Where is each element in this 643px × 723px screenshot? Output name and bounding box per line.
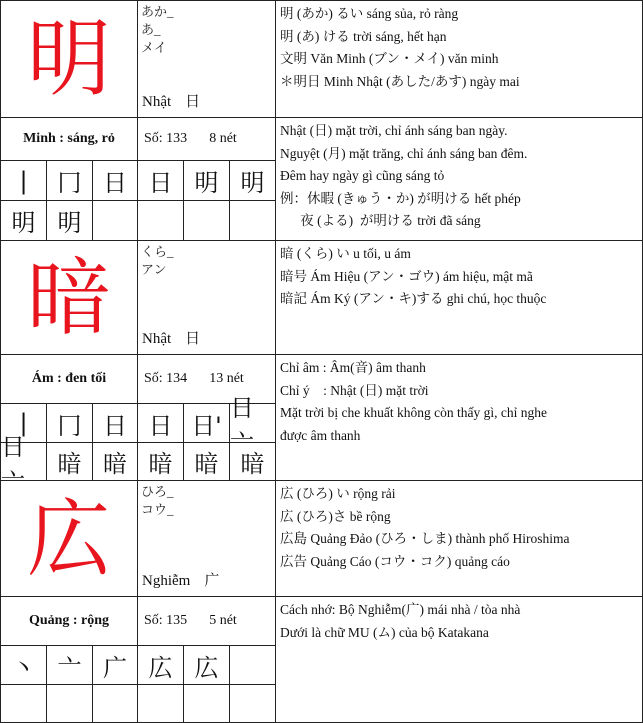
stroke-step: 日亠 [229, 403, 276, 443]
reading: メイ [141, 40, 167, 55]
stroke-step: 暗 [183, 442, 230, 481]
stroke-count: 5 nét [209, 613, 237, 628]
example-line: 暗 (くら) い u tối, u ám [280, 246, 411, 261]
stroke-step: 广 [92, 645, 138, 685]
stroke-step: 暗 [229, 442, 276, 481]
notes-box [275, 117, 643, 241]
example-line: 広 (ひろ)さ bề rộng [280, 508, 391, 524]
stroke-step [92, 684, 138, 723]
reading: アン [141, 262, 167, 277]
note-line: được âm thanh [280, 427, 361, 443]
reading: くら_ [141, 244, 174, 259]
note-line: 例：休暇 (きゅう・か) が明ける hết phép [280, 190, 521, 206]
big-kanji: 明 [0, 0, 138, 118]
stroke-step: | [0, 403, 47, 443]
note-line: 夜 (よる) が明ける trời đã sáng [280, 213, 481, 228]
radical-char: 日 [185, 94, 201, 110]
kanji-name: Ám : đen tối [0, 354, 138, 404]
stroke-count: 13 nét [209, 371, 244, 386]
stroke-step: 冂 [46, 160, 93, 201]
stroke-step: 日亠 [0, 442, 47, 481]
note-line: Dưới là chữ MU (ム) của bộ Katakana [280, 624, 489, 640]
kanji-number: Số: 134 [144, 371, 188, 386]
stroke-step [137, 684, 184, 723]
reading-box [137, 480, 276, 597]
radical-label: Nghiễm [142, 573, 191, 589]
stroke-step [92, 200, 138, 241]
example-line: ＊明日 Minh Nhật (あした/あす) ngày mai [280, 73, 520, 89]
stroke-step [0, 684, 47, 723]
stroke-step: 明 [0, 200, 47, 241]
stroke-step: 冂 [46, 403, 93, 443]
reading: あか_ [141, 4, 174, 19]
radical-label: Nhật [142, 94, 172, 110]
big-kanji: 暗 [0, 240, 138, 355]
stroke-step: 日 [92, 403, 138, 443]
radical [142, 90, 200, 111]
examples-box [275, 240, 643, 355]
stroke-step [229, 200, 276, 241]
note-line: Nguyệt (月) mặt trăng, chỉ ánh sáng ban đêm. [280, 145, 528, 161]
stroke-step: 亠 [46, 645, 93, 685]
example-line: 文明 Văn Minh (ブン・メイ) văn minh [280, 51, 499, 66]
stroke-step: 日 [137, 403, 184, 443]
example-line: 広告 Quảng Cáo (コウ・コク) quảng cáo [280, 553, 510, 569]
example-line: 広 (ひろ) い rộng rải [280, 486, 396, 501]
notes-box [275, 354, 643, 481]
example-line: 広島 Quảng Đảo (ひろ・しま) thành phố Hiroshima [280, 531, 570, 546]
stroke-step: 広 [137, 645, 184, 685]
radical [142, 569, 219, 590]
note-line: Cách nhớ: Bộ Nghiễm(广) mái nhà / tòa nhà [280, 602, 521, 617]
example-line: 暗記 Ám Ký (アン・キ)する ghi chú, học thuộc [280, 291, 547, 306]
kanji-number: Số: 133 [144, 131, 188, 146]
note-line: Chỉ âm : Âm(音) âm thanh [280, 360, 426, 375]
stroke-step: 広 [183, 645, 230, 685]
note-line: Chỉ ý : Nhật (日) mặt trời [280, 382, 429, 398]
stroke-step: 暗 [92, 442, 138, 481]
stroke-step: 日' [183, 403, 230, 443]
reading-box [137, 0, 276, 118]
kanji-number: Số: 135 [144, 613, 188, 628]
example-line: 明 (あか) るい sáng sủa, rỏ ràng [280, 6, 459, 21]
stroke-step: | [0, 160, 47, 201]
examples-box [275, 480, 643, 597]
stroke-step: 明 [229, 160, 276, 201]
stroke-step: 丶 [0, 645, 47, 685]
example-line: 明 (あ) ける trời sáng, hết hạn [280, 28, 447, 44]
reading: コウ_ [141, 502, 174, 517]
stroke-step: 暗 [46, 442, 93, 481]
examples-box [275, 0, 643, 118]
stat-box [137, 117, 276, 161]
reading: ひろ_ [141, 484, 174, 499]
reading-box [137, 240, 276, 355]
example-line: 暗号 Ám Hiệu (アン・ゴウ) ám hiệu, mật mã [280, 268, 533, 284]
stroke-step: 日 [137, 160, 184, 201]
stroke-step [46, 684, 93, 723]
kanji-name: Quảng : rộng [0, 596, 138, 646]
radical-char: 日 [185, 331, 201, 347]
radical-label: Nhật [142, 331, 172, 347]
note-line: Nhật (日) mặt trời, chỉ ánh sáng ban ngày. [280, 123, 508, 138]
stat-box [137, 596, 276, 646]
stroke-step [137, 200, 184, 241]
stroke-count: 8 nét [209, 131, 237, 146]
note-line: Đêm hay ngày gì cũng sáng tỏ [280, 168, 445, 183]
stroke-step [229, 684, 276, 723]
stroke-step: 日 [92, 160, 138, 201]
kanji-name: Minh : sáng, rỏ [0, 117, 138, 161]
radical-char: 广 [204, 573, 220, 589]
stroke-step [183, 684, 230, 723]
stroke-step [229, 645, 276, 685]
note-line: Mặt trời bị che khuất không còn thấy gì, chỉ nghe [280, 405, 547, 420]
big-kanji: 広 [0, 480, 138, 597]
reading: あ_ [141, 22, 161, 37]
stroke-step [183, 200, 230, 241]
stroke-step: 明 [183, 160, 230, 201]
stroke-step: 暗 [137, 442, 184, 481]
radical [142, 327, 200, 348]
stroke-step: 明 [46, 200, 93, 241]
notes-box [275, 596, 643, 723]
